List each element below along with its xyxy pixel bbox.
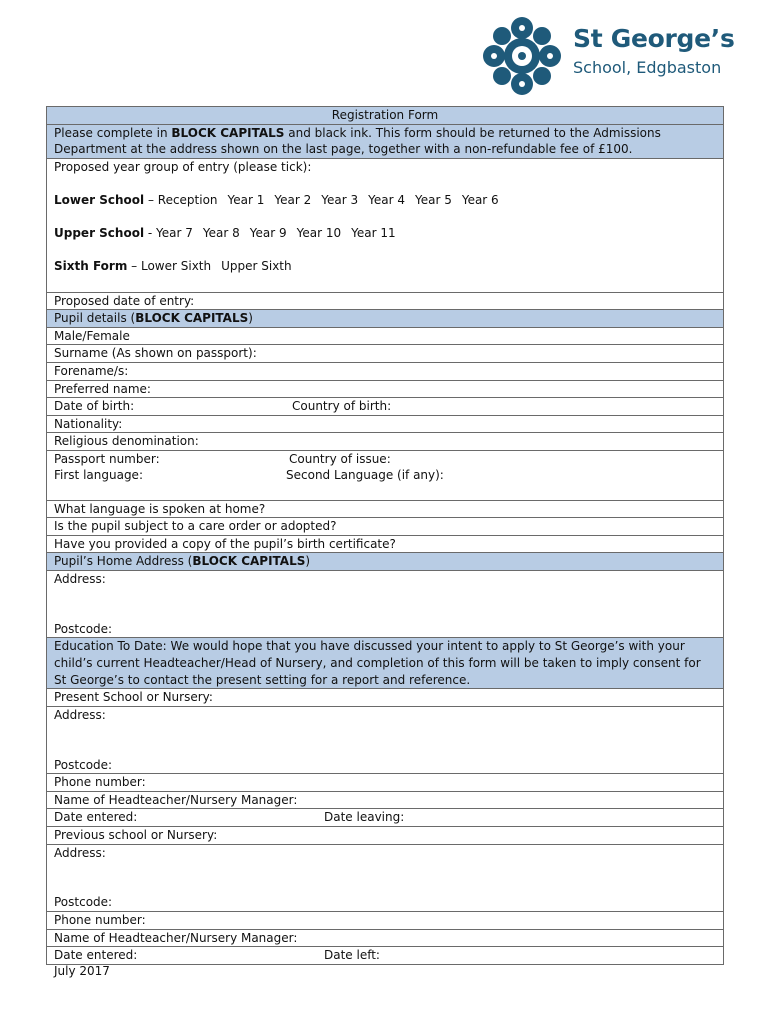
option-year-3[interactable]: Year 3 bbox=[321, 192, 359, 207]
surname-field[interactable]: Surname (As shown on passport): bbox=[47, 345, 723, 363]
male-female-field[interactable]: Male/Female bbox=[47, 328, 723, 346]
nationality-field[interactable]: Nationality: bbox=[47, 416, 723, 434]
education-header: Education To Date: We would hope that you have discussed your intent to apply to St George’s with your child’s current Headteacher/Head of Nursery, and completion of this form will be taken to imply consent for St George’s to contact the present setting for a report and reference. bbox=[47, 638, 723, 689]
previous-date-left-field[interactable]: Date left: bbox=[324, 948, 380, 963]
previous-school-address-field[interactable]: Address: bbox=[54, 845, 106, 860]
passport-number-field[interactable]: Passport number: bbox=[54, 451, 160, 466]
present-school-address-field[interactable]: Address: bbox=[54, 707, 106, 722]
present-school-field[interactable]: Present School or Nursery: bbox=[47, 689, 723, 707]
lower-school-options: Lower School – Reception Year 1 Year 2 Year 3 Year 4 Year 5 Year 6 bbox=[54, 192, 499, 207]
present-school-postcode-field[interactable]: Postcode: bbox=[54, 757, 113, 772]
school-name: St George’s bbox=[573, 24, 735, 53]
present-school-headteacher-field[interactable]: Name of Headteacher/Nursery Manager: bbox=[47, 792, 723, 810]
present-school-phone-field[interactable]: Phone number: bbox=[47, 774, 723, 792]
school-subtitle: School, Edgbaston bbox=[573, 58, 722, 77]
option-year-4[interactable]: Year 4 bbox=[368, 192, 405, 207]
school-logo bbox=[482, 16, 735, 96]
home-language-field[interactable]: What language is spoken at home? bbox=[47, 501, 723, 519]
care-order-field[interactable]: Is the pupil subject to a care order or adopted? bbox=[47, 518, 723, 536]
previous-school-field[interactable]: Previous school or Nursery: bbox=[47, 827, 723, 845]
sixth-form-options: Sixth Form – Lower Sixth Upper Sixth bbox=[54, 259, 292, 274]
present-date-leaving-field[interactable]: Date leaving: bbox=[324, 810, 405, 825]
option-year-1[interactable]: Year 1 bbox=[227, 192, 265, 207]
pupil-details-header: Pupil details (BLOCK CAPITALS) bbox=[47, 310, 723, 328]
year-group-section bbox=[47, 159, 723, 293]
option-year-9[interactable]: Year 9 bbox=[249, 226, 287, 241]
birth-row bbox=[47, 398, 723, 416]
option-year-11[interactable]: Year 11 bbox=[351, 226, 396, 241]
previous-school-address-block bbox=[47, 845, 723, 912]
birth-certificate-field[interactable]: Have you provided a copy of the pupil’s birth certificate? bbox=[47, 536, 723, 554]
form-title: Registration Form bbox=[47, 107, 723, 125]
preferred-name-field[interactable]: Preferred name: bbox=[47, 381, 723, 399]
home-address-field[interactable]: Address: bbox=[54, 572, 106, 587]
option-reception[interactable]: Reception bbox=[157, 192, 218, 207]
home-address-block bbox=[47, 571, 723, 638]
present-school-address-block bbox=[47, 707, 723, 774]
form-instructions: Please complete in BLOCK CAPITALS and black ink. This form should be returned to the Admissions Department at the address shown on the last page, together with a non-refundable fee of £100. bbox=[47, 125, 723, 159]
registration-form bbox=[46, 106, 724, 965]
option-upper-sixth[interactable]: Upper Sixth bbox=[221, 259, 292, 274]
option-year-2[interactable]: Year 2 bbox=[274, 192, 312, 207]
option-year-7[interactable]: Year 7 bbox=[156, 226, 193, 241]
option-year-5[interactable]: Year 5 bbox=[414, 192, 452, 207]
school-crest-icon bbox=[482, 16, 562, 96]
country-of-birth-field[interactable]: Country of birth: bbox=[292, 399, 392, 414]
previous-school-dates-row bbox=[47, 947, 723, 965]
forenames-field[interactable]: Forename/s: bbox=[47, 363, 723, 381]
previous-school-headteacher-field[interactable]: Name of Headteacher/Nursery Manager: bbox=[47, 930, 723, 948]
present-date-entered-field[interactable]: Date entered: bbox=[54, 810, 138, 825]
option-year-10[interactable]: Year 10 bbox=[296, 226, 342, 241]
first-language-field[interactable]: First language: bbox=[54, 468, 143, 483]
previous-school-postcode-field[interactable]: Postcode: bbox=[54, 895, 113, 910]
present-school-dates-row bbox=[47, 809, 723, 827]
country-of-issue-field[interactable]: Country of issue: bbox=[289, 451, 391, 466]
option-lower-sixth[interactable]: Lower Sixth bbox=[140, 259, 212, 274]
proposed-date-field[interactable]: Proposed date of entry: bbox=[47, 293, 723, 311]
option-year-8[interactable]: Year 8 bbox=[202, 226, 240, 241]
previous-date-entered-field[interactable]: Date entered: bbox=[54, 948, 138, 963]
home-address-header: Pupil’s Home Address (BLOCK CAPITALS) bbox=[47, 553, 723, 571]
footer-date: July 2017 bbox=[54, 964, 110, 978]
option-year-6[interactable]: Year 6 bbox=[461, 192, 499, 207]
upper-school-options: Upper School - Year 7 Year 8 Year 9 Year 10 Year 11 bbox=[54, 226, 396, 241]
home-postcode-field[interactable]: Postcode: bbox=[54, 621, 113, 636]
religion-field[interactable]: Religious denomination: bbox=[47, 433, 723, 451]
second-language-field[interactable]: Second Language (if any): bbox=[286, 468, 444, 483]
language-row bbox=[47, 467, 723, 500]
dob-field[interactable]: Date of birth: bbox=[54, 399, 135, 414]
previous-school-phone-field[interactable]: Phone number: bbox=[47, 912, 723, 930]
passport-row bbox=[47, 451, 723, 468]
year-group-label: Proposed year group of entry (please tick): bbox=[54, 159, 312, 174]
